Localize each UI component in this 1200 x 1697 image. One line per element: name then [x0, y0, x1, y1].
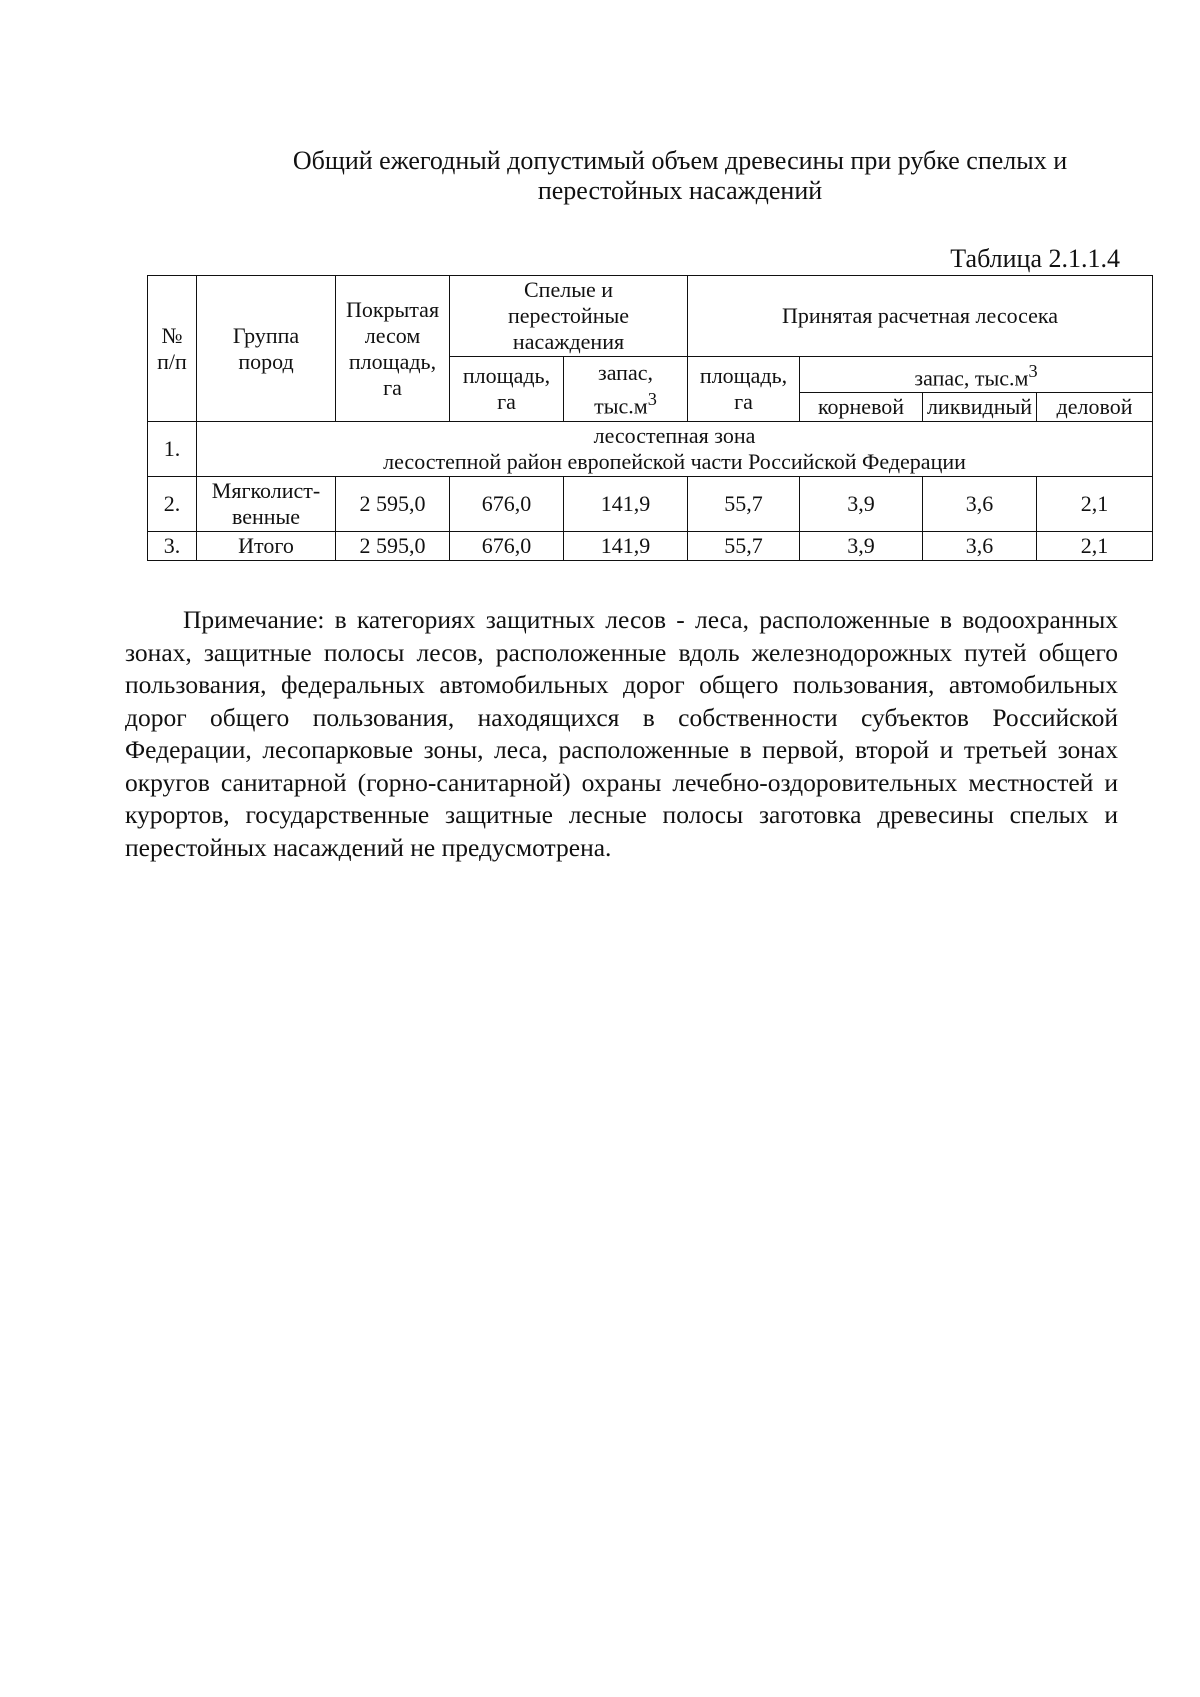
cell-num: 2. — [148, 477, 197, 532]
table-container — [147, 275, 1152, 561]
header-group-line2: пород — [238, 348, 294, 374]
header-covered-area — [336, 276, 450, 422]
note-paragraph: Примечание: в категориях защитных лесов - леса, расположенные в водоохранных зонах, защитные полосы лесов, расположенные вдоль железнодорожных путей общего пользования, федеральных автомобильных дорог общего пользования, автомобильных дорог общего пользования, находящихся в собственности субъектов Российской Федерации, лесопарковые зоны, леса, расположенные в первой, второй и третьей зонах округов санитарной (горно-санитарной) охраны лечебно-оздоровительных местностей и курортов, государственные защитные лесные полосы заготовка древесины спелых и перестойных насаждений не предусмотрена. — [125, 605, 1118, 862]
header-covered-line4: га — [383, 374, 402, 400]
table-row — [148, 477, 1153, 532]
cell-group-line1: Мягколист- — [211, 478, 321, 504]
header-row-1 — [148, 276, 1153, 357]
header-covered-line3: площадь, — [348, 348, 437, 374]
header-accepted-cutting: Принятая расчетная лесосека — [688, 276, 1153, 357]
cell-group: Итого — [197, 532, 336, 561]
cell-accepted-area: 55,7 — [688, 532, 800, 561]
zone-row — [148, 422, 1153, 477]
cell-mature-stock: 141,9 — [564, 532, 688, 561]
header-mature-line2: перестойные — [507, 303, 630, 328]
header-stock-line1: запас, — [598, 359, 653, 385]
cell-root: 3,9 — [800, 532, 923, 561]
header-covered-line2: лесом — [364, 322, 421, 348]
header-root: корневой — [800, 393, 923, 422]
cell-root: 3,9 — [800, 477, 923, 532]
timber-volume-table — [147, 275, 1153, 561]
cell-num: 3. — [148, 532, 197, 561]
header-group — [197, 276, 336, 422]
cell-mature-stock: 141,9 — [564, 477, 688, 532]
header-acc-area-line1: площадь, — [699, 363, 788, 389]
header-covered-line1: Покрытая — [345, 296, 440, 322]
cell-liquid: 3,6 — [923, 532, 1037, 561]
header-acc-stock-text: запас, тыс.м — [914, 365, 1029, 391]
header-mature-line3: насаждения — [512, 329, 625, 354]
header-group-line1: Группа — [232, 322, 300, 348]
cell-covered: 2 595,0 — [336, 532, 450, 561]
table-row-total — [148, 532, 1153, 561]
header-accepted-area — [688, 357, 800, 422]
header-mature-line1: Спелые и — [524, 277, 614, 302]
header-num — [148, 276, 197, 422]
cell-liquid: 3,6 — [923, 477, 1037, 532]
header-mature-stands — [450, 276, 688, 357]
zone-row-title — [197, 422, 1153, 477]
cell-mature-area: 676,0 — [450, 477, 564, 532]
header-num-line1: № — [161, 322, 183, 348]
zone-row-num: 1. — [148, 422, 197, 477]
header-accepted-stock — [800, 357, 1153, 393]
header-mature-stock — [564, 357, 688, 422]
page-title — [240, 146, 1120, 206]
title-line-2: перестойных насаждений — [537, 176, 823, 205]
zone-line-2: лесостепной район европейской части Российской Федерации — [383, 449, 966, 475]
header-acc-stock-sup: 3 — [1028, 361, 1038, 381]
header-acc-area-line2: га — [734, 389, 753, 415]
cell-group-line2: венные — [231, 504, 301, 530]
header-area-line1: площадь, — [462, 363, 551, 389]
zone-line-1: лесостепная зона — [593, 423, 756, 449]
cell-accepted-area: 55,7 — [688, 477, 800, 532]
cell-business: 2,1 — [1037, 532, 1153, 561]
title-line-1: Общий ежегодный допустимый объем древесины при рубке спелых и — [292, 146, 1068, 175]
header-business: деловой — [1037, 393, 1153, 422]
cell-business: 2,1 — [1037, 477, 1153, 532]
header-num-line2: п/п — [157, 348, 187, 374]
cell-covered: 2 595,0 — [336, 477, 450, 532]
header-area-line2: га — [497, 389, 516, 415]
cell-mature-area: 676,0 — [450, 532, 564, 561]
header-mature-area — [450, 357, 564, 422]
cell-group — [197, 477, 336, 532]
header-liquid: ликвидный — [923, 393, 1037, 422]
header-stock-line2: тыс.м — [594, 392, 648, 418]
table-caption: Таблица 2.1.1.4 — [950, 244, 1120, 273]
header-stock-sup: 3 — [647, 388, 657, 409]
